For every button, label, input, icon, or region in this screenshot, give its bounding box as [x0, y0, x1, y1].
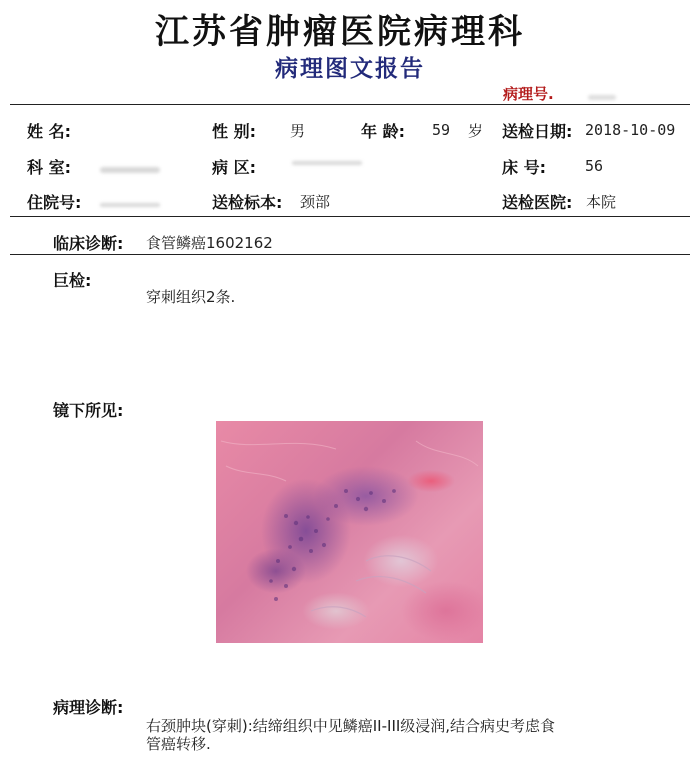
department-redacted — [100, 167, 160, 173]
histology-texture — [216, 421, 483, 643]
ward-redacted — [292, 161, 362, 165]
divider-top — [10, 104, 690, 105]
specimen-label: 送检标本: — [212, 193, 283, 212]
histology-image — [216, 421, 483, 643]
gender-value: 男 — [290, 122, 306, 140]
hospital-title: 江苏省肿瘤医院病理科 — [155, 12, 525, 52]
microscopic-label: 镜下所见: — [53, 401, 124, 420]
gross-exam-text: 穿刺组织2条. — [146, 288, 236, 306]
clinical-diagnosis-value: 食管鳞癌1602162 — [146, 234, 273, 252]
inpatient-number-label: 住院号: — [27, 193, 82, 212]
submit-date-label: 送检日期: — [502, 122, 573, 141]
age-unit: 岁 — [468, 122, 484, 140]
bed-label: 床 号: — [502, 158, 546, 177]
submit-hospital-value: 本院 — [586, 193, 617, 211]
inpatient-number-redacted — [100, 203, 160, 207]
divider-clinical — [10, 254, 690, 255]
clinical-diagnosis-label: 临床诊断: — [53, 234, 124, 253]
department-label: 科 室: — [27, 158, 71, 177]
pathology-diagnosis-line1: 右颈肿块(穿刺):结缔组织中见鳞癌II-III级浸润,结合病史考虑食 — [146, 717, 556, 735]
pathology-diagnosis-label: 病理诊断: — [53, 698, 124, 717]
report-subtitle: 病理图文报告 — [275, 56, 425, 82]
bed-value: 56 — [585, 157, 604, 175]
gender-label: 性 别: — [212, 122, 256, 141]
submit-date-value: 2018-10-09 — [585, 121, 676, 139]
ward-label: 病 区: — [212, 158, 256, 177]
submit-hospital-label: 送检医院: — [502, 193, 573, 212]
specimen-value: 颈部 — [300, 193, 331, 211]
pathology-number-label: 病理号. — [503, 85, 554, 103]
divider-info — [10, 216, 690, 217]
name-label: 姓 名: — [27, 122, 71, 141]
gross-exam-label: 巨检: — [53, 271, 92, 290]
age-label: 年 龄: — [361, 122, 405, 141]
age-value: 59 — [432, 121, 451, 139]
pathology-number-redacted — [588, 95, 616, 100]
pathology-diagnosis-line2: 管癌转移. — [146, 735, 211, 753]
